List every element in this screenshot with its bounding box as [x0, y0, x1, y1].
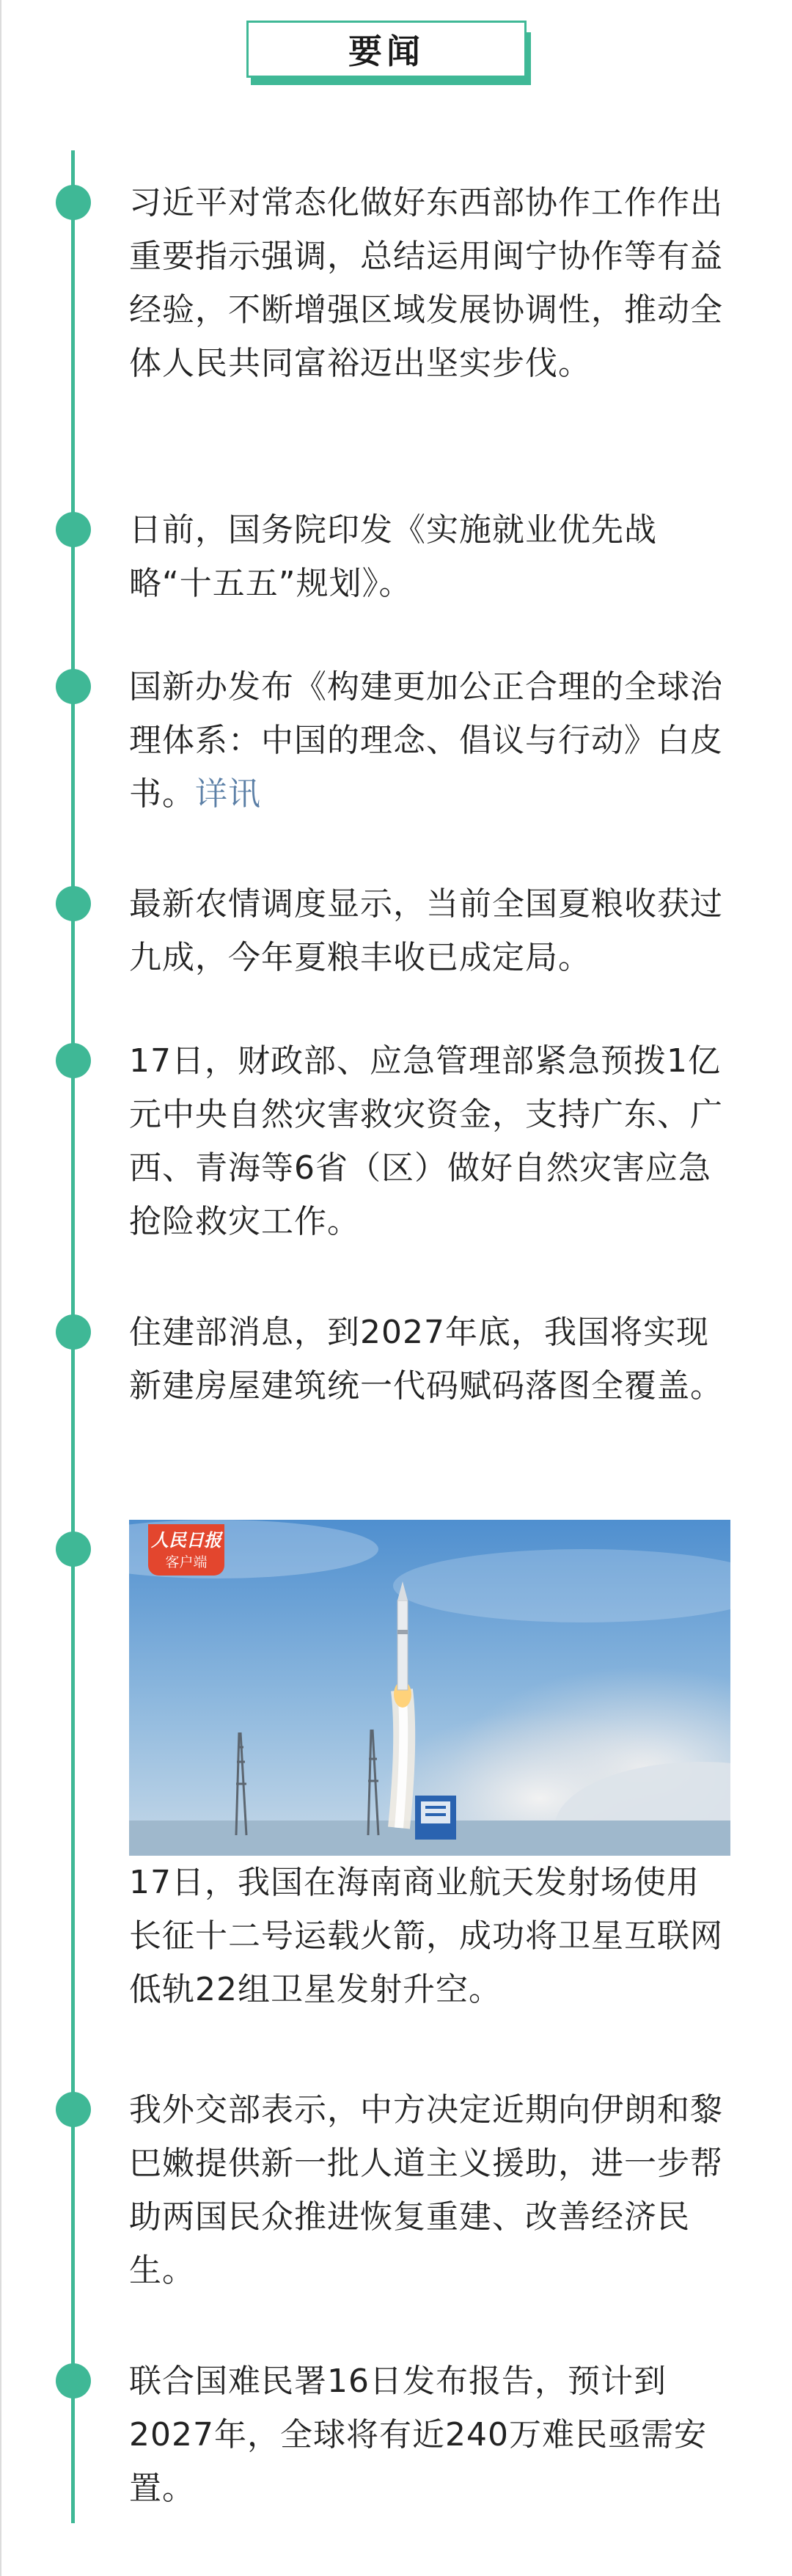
news-item-2 — [129, 503, 730, 610]
news-item-4 — [129, 877, 730, 984]
news-text: 17日，我国在海南商业航天发射场使用长征十二号运载火箭，成功将卫星互联网低轨22组卫星发射升空。 — [129, 1864, 723, 2008]
header-box — [246, 21, 527, 78]
timeline-dot — [56, 669, 91, 704]
news-text: 最新农情调度显示，当前全国夏粮收获过九成，今年夏粮丰收已成定局。 — [129, 885, 723, 976]
news-text: 国新办发布《构建更加公正合理的全球治理体系：中国的理念、倡议与行动》白皮书。 — [129, 668, 723, 813]
news-item-6 — [129, 1306, 730, 1413]
news-item-8 — [129, 2083, 730, 2297]
news-text: 17日，财政部、应急管理部紧急预拨1亿元中央自然灾害救灾资金，支持广东、广西、青海等6省（区）做好自然灾害应急抢险救灾工作。 — [129, 1042, 723, 1240]
timeline-dot — [56, 1532, 91, 1567]
details-link[interactable]: 详讯 — [195, 775, 261, 813]
news-item-1 — [129, 176, 730, 390]
logo-bottom-text: 客户端 — [165, 1554, 208, 1570]
news-text: 习近平对常态化做好东西部协作工作作出重要指示强调，总结运用闽宁协作等有益经验，不断增强区域发展协调性，推动全体人民共同富裕迈出坚实步伐。 — [129, 184, 723, 382]
news-item-9 — [129, 2354, 730, 2515]
timeline-dot — [56, 886, 91, 921]
section-title: 要闻 — [348, 32, 425, 71]
news-text: 联合国难民署16日发布报告，预计到2027年，全球将有近240万难民亟需安置。 — [129, 2363, 707, 2507]
section-header — [246, 21, 531, 85]
timeline-dot — [56, 512, 91, 547]
news-item-5 — [129, 1034, 730, 1248]
logo-top-text: 人民日报 — [151, 1529, 221, 1551]
timeline-dot — [56, 2092, 91, 2127]
news-text: 住建部消息，到2027年底，我国将实现新建房屋建筑统一代码赋码落图全覆盖。 — [129, 1314, 723, 1405]
timeline-dot — [56, 1043, 91, 1078]
left-border — [0, 0, 1, 2576]
timeline-dot — [56, 185, 91, 220]
news-text: 我外交部表示，中方决定近期向伊朗和黎巴嫩提供新一批人道主义援助，进一步帮助两国民众推进恢复重建、改善经济民生。 — [129, 2091, 723, 2289]
news-item-3 — [129, 660, 730, 821]
timeline-dot — [56, 1314, 91, 1350]
timeline-dot — [56, 2363, 91, 2398]
rocket-launch-photo[interactable] — [129, 1520, 730, 1856]
news-text: 日前，国务院印发《实施就业优先战略“十五五”规划》。 — [129, 511, 657, 602]
people-daily-logo — [148, 1524, 224, 1576]
news-item-7 — [129, 1856, 730, 2016]
